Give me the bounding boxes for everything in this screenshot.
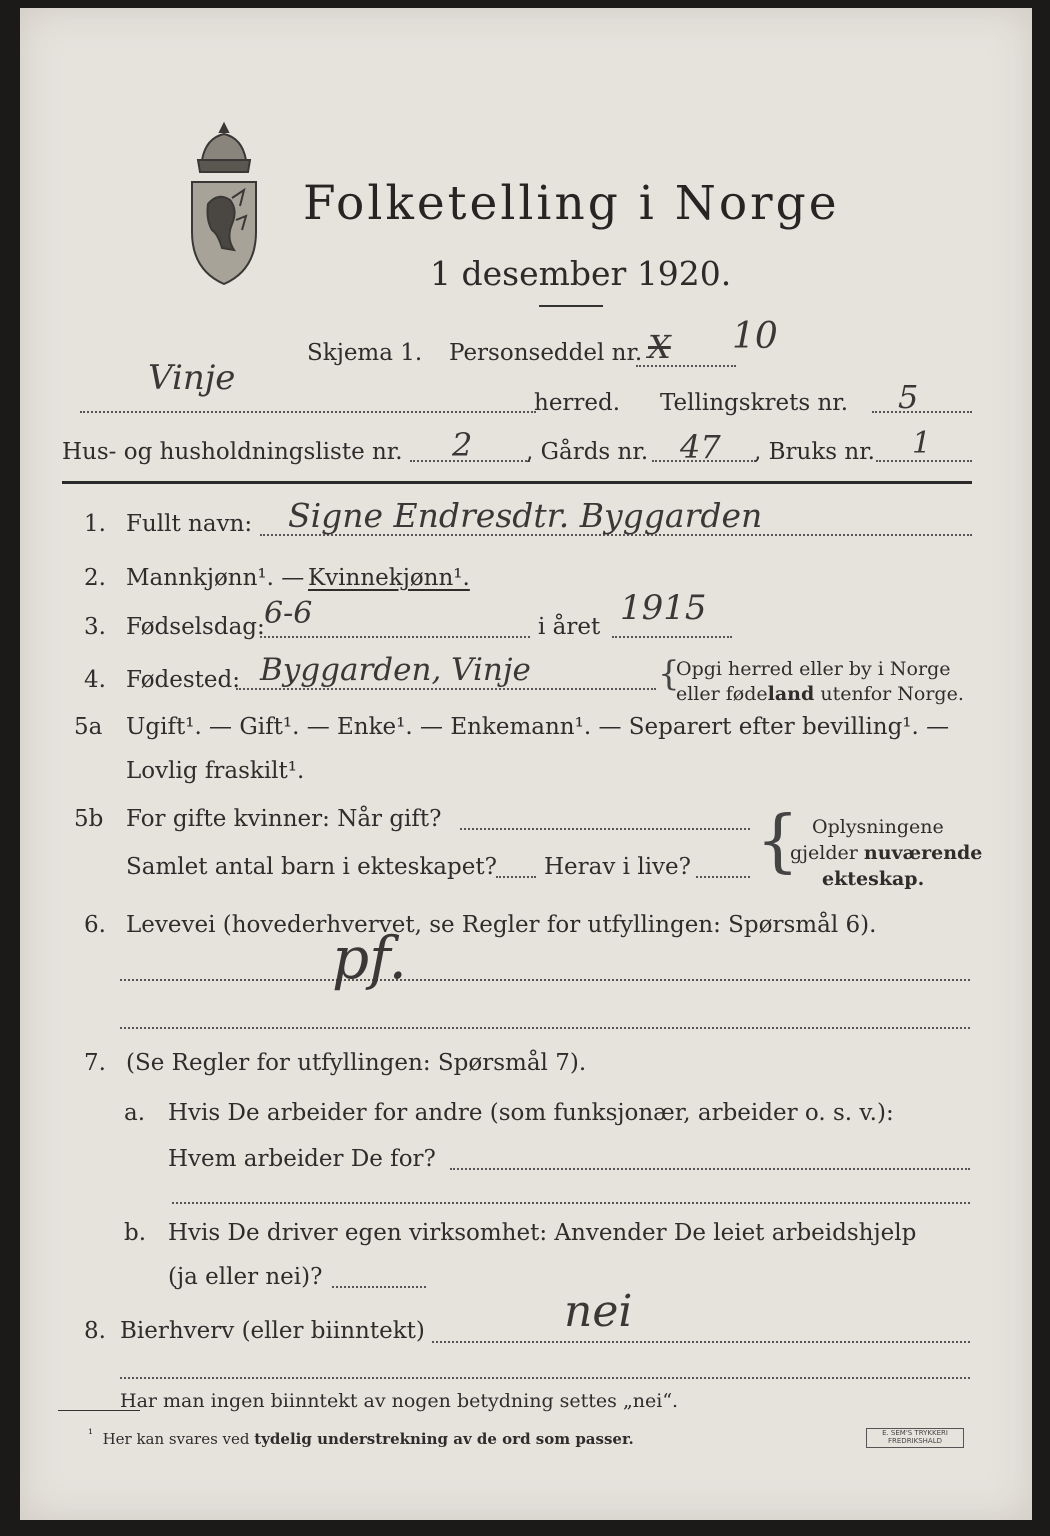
- q7a-dotline-1: [450, 1168, 970, 1170]
- footer-note: Har man ingen biinntekt av nogen betydning settes „nei“.: [120, 1390, 679, 1412]
- form-title: Folketelling i Norge: [303, 176, 840, 231]
- q5b-line1-label: For gifte kvinner: Når gift?: [126, 806, 442, 832]
- tellingskrets-value: 5: [898, 378, 919, 416]
- census-form-page: [20, 8, 1032, 1520]
- q4-number: 4.: [84, 667, 106, 693]
- q7a-line2: Hvem arbeider De for?: [168, 1146, 436, 1172]
- q2-male-option: Mannkjønn¹. —: [126, 565, 305, 591]
- census-date: 1 desember 1920.: [430, 254, 732, 293]
- q8-label: Bierhverv (eller biinntekt): [120, 1318, 425, 1344]
- herred-label: herred.: [534, 390, 621, 416]
- q3-dotline: [260, 636, 530, 638]
- q5b-children-dotline: [496, 876, 536, 878]
- q6-number: 6.: [84, 912, 106, 938]
- q3-value: 6-6: [264, 596, 313, 631]
- q3-year-dotline: [612, 636, 732, 638]
- q1-number: 1.: [84, 511, 106, 537]
- herred-value: Vinje: [148, 358, 236, 398]
- q2-female-option-selected: Kvinnekjønn¹.: [308, 565, 470, 591]
- q3-number: 3.: [84, 614, 106, 640]
- tellingskrets-dotline: [872, 411, 972, 413]
- q8-dotline-2: [120, 1377, 970, 1379]
- q8-dotline-1: [432, 1341, 970, 1343]
- q5b-alive-label: Herav i live?: [544, 854, 691, 880]
- q4-dotline: [236, 688, 656, 690]
- herred-dotline: [80, 411, 536, 413]
- q4-label: Fødested:: [126, 667, 241, 693]
- bruks-value: 1: [912, 426, 932, 461]
- q4-note-line1: Opgi herred eller by i Norge: [676, 658, 951, 680]
- q7-label: (Se Regler for utfyllingen: Spørsmål 7).: [126, 1050, 587, 1076]
- q2-number: 2.: [84, 565, 106, 591]
- personseddel-label: Personseddel nr.: [449, 340, 643, 366]
- q7b-letter: b.: [124, 1220, 147, 1246]
- q5b-alive-dotline: [696, 876, 750, 878]
- q5b-number: 5b: [74, 806, 104, 832]
- q5b-note-line2: gjelder nuværende: [790, 842, 983, 864]
- q4-value: Byggarden, Vinje: [260, 652, 531, 688]
- q7a-line1: Hvis De arbeider for andre (som funksjonær, arbeider o. s. v.):: [168, 1100, 894, 1126]
- q1-label: Fullt navn:: [126, 511, 253, 537]
- q7b-line2: (ja eller nei)?: [168, 1264, 323, 1290]
- q7b-dotline: [332, 1286, 426, 1288]
- q1-value: Signe Endresdtr. Byggarden: [288, 496, 763, 535]
- q6-value: pf.: [332, 924, 407, 992]
- q8-number: 8.: [84, 1318, 106, 1344]
- q5b-note-line3: ekteskap.: [822, 868, 925, 890]
- footnote-divider: [58, 1410, 140, 1411]
- personseddel-crossed-value: X: [648, 328, 671, 366]
- q5b-brace: {: [756, 802, 800, 881]
- gards-label: , Gårds nr.: [526, 439, 649, 465]
- q5b-children-label: Samlet antal barn i ekteskapet?: [126, 854, 497, 880]
- husholdning-value: 2: [452, 426, 473, 464]
- footnote: $^{^1}$ Her kan svares ved tydelig understrekning av de ord som passer.: [88, 1426, 634, 1448]
- q5b-note-line1: Oplysningene: [812, 816, 944, 838]
- q7b-line1: Hvis De driver egen virksomhet: Anvender De leiet arbeidshjelp: [168, 1220, 917, 1246]
- q6-dotline-1: [120, 979, 970, 981]
- q5a-options-line1: Ugift¹. — Gift¹. — Enke¹. — Enkemann¹. — Separert efter bevilling¹. —: [126, 714, 950, 740]
- personseddel-value: 10: [732, 316, 778, 357]
- q3-label: Fødselsdag:: [126, 614, 265, 640]
- gards-value: 47: [680, 428, 721, 466]
- q8-value: nei: [564, 1286, 633, 1337]
- q4-note-line2: eller fødeland utenfor Norge.: [676, 683, 964, 705]
- q5a-options-line2: Lovlig fraskilt¹.: [126, 758, 305, 784]
- q5b-married-dotline: [460, 828, 750, 830]
- q4-brace: {: [658, 654, 680, 694]
- q6-dotline-2: [120, 1027, 970, 1029]
- title-divider: [539, 305, 603, 307]
- bruks-label: , Bruks nr.: [754, 439, 875, 465]
- husholdning-label: Hus- og husholdningsliste nr.: [62, 439, 403, 465]
- q5a-number: 5a: [74, 714, 103, 740]
- header-divider: [62, 481, 972, 484]
- tellingskrets-label: Tellingskrets nr.: [660, 390, 849, 416]
- printer-stamp: E. SEM'S TRYKKERI FREDRIKSHALD: [866, 1428, 964, 1448]
- q7a-letter: a.: [124, 1100, 146, 1126]
- q7-number: 7.: [84, 1050, 106, 1076]
- skjema-label: Skjema 1.: [307, 340, 423, 366]
- norwegian-coat-of-arms-icon: [178, 120, 270, 288]
- q3-year-value: 1915: [620, 588, 707, 628]
- q3-year-label: i året: [538, 614, 601, 640]
- q6-label: Levevei (hovederhvervet, se Regler for utfyllingen: Spørsmål 6).: [126, 912, 877, 938]
- q7a-dotline-2: [172, 1202, 970, 1204]
